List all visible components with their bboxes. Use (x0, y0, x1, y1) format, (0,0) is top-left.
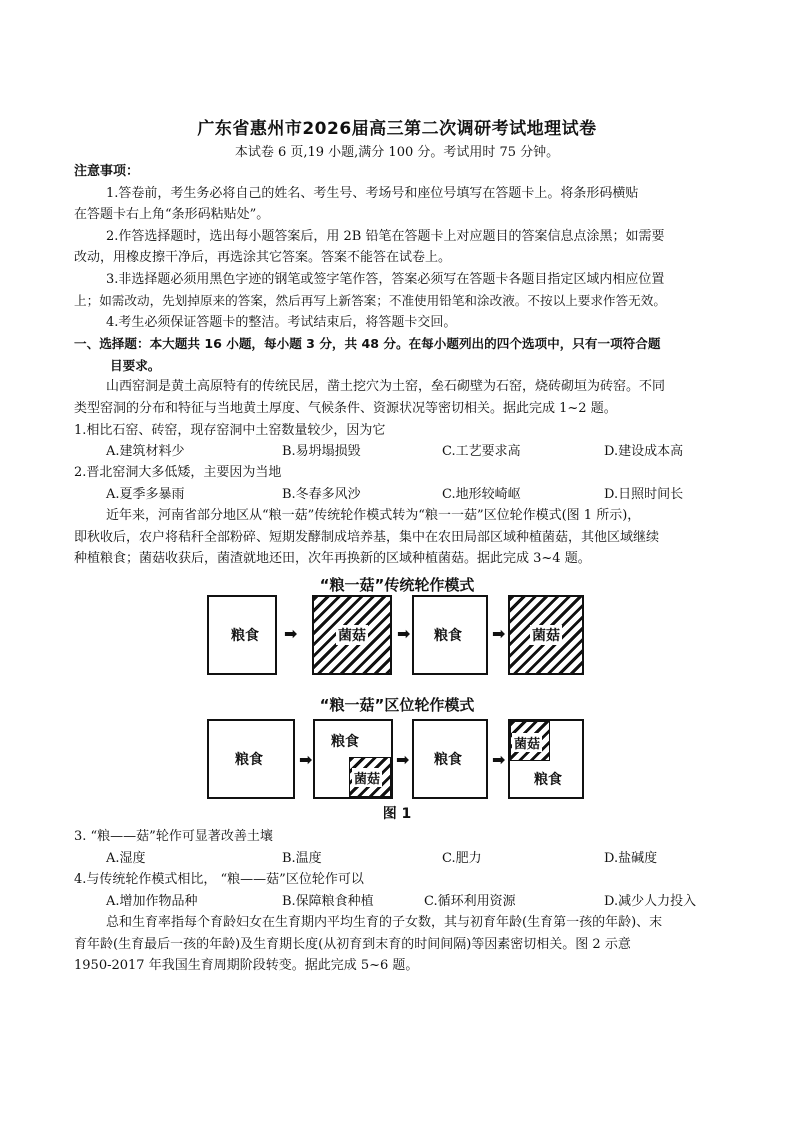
passage-text: 种植粮食；菌菇收获后，菌渣就地还田，次年再换新的区域种植菌菇。据此完成 3~4 题。 (74, 551, 591, 566)
option-a: A.增加作物品种 (106, 894, 198, 909)
notice-line: 改动，用橡皮擦干净后，再选涂其它答案。答案不能答在试卷上。 (74, 250, 452, 265)
page-title: 广东省惠州市2026届高三第二次调研考试地理试卷 (197, 119, 597, 139)
option-a: A.夏季多暴雨 (106, 487, 185, 502)
section-heading-cont: 目要求。 (110, 358, 161, 373)
notice-line: 在答题卡右上角“条形码粘贴处”。 (74, 207, 270, 222)
option-b: B.保障粮食种植 (282, 894, 374, 909)
option-c: C.循环利用资源 (424, 894, 516, 909)
question-stem: 4.与传统轮作模式相比， “粮——菇”区位轮作可以 (74, 872, 364, 887)
option-d: D.建设成本高 (604, 444, 684, 459)
arrow-icon: ➡ (397, 624, 411, 643)
notice-line: 上；如需改动，先划掉原来的答案，然后再写上新答案；不准使用铅笔和涂改液。不按以上要求作答无效。 (74, 293, 666, 308)
grain-block (508, 719, 584, 799)
question-stem: 2.晋北窑洞大多低矮，主要因为当地 (74, 465, 282, 480)
figure-traditional-title: “粮一菇”传统轮作模式 (319, 576, 475, 594)
option-c: C.地形较崎岖 (442, 487, 521, 502)
notice-line: 1.答卷前，考生务必将自己的姓名、考生号、考场号和座位号填写在答题卡上。将条形码横贴 (106, 186, 639, 201)
mushroom-plot (510, 721, 550, 761)
option-a: A.湿度 (106, 851, 146, 866)
question-stem: 3. “粮——菇”轮作可显著改善土壤 (74, 829, 273, 844)
arrow-icon: ➡ (396, 750, 410, 769)
passage-text: 山西窑洞是黄土高原特有的传统民居，凿土挖穴为土窑，垒石砌壁为石窑，烧砖砌垣为砖窑。不同 (106, 379, 666, 394)
mushroom-label: 菌菇 (336, 625, 368, 645)
notice-heading: 注意事项： (74, 164, 140, 179)
grain-label: 粮食 (432, 625, 464, 645)
arrow-icon: ➡ (492, 750, 506, 769)
option-c: C.肥力 (442, 851, 482, 866)
mushroom-plot (349, 757, 391, 797)
mushroom-label: 菌菇 (530, 625, 562, 645)
mushroom-label: 菌菇 (512, 733, 542, 752)
grain-label: 粮食 (532, 769, 564, 789)
arrow-icon: ➡ (492, 624, 506, 643)
mushroom-label: 菌菇 (352, 768, 382, 787)
passage-text: 1950-2017 年我国生育周期阶段转变。据此完成 5~6 题。 (74, 958, 419, 973)
grain-block (207, 595, 277, 675)
question-stem: 1.相比石窑、砖窑，现存窑洞中土窑数量较少，因为它 (74, 423, 386, 438)
passage-text: 类型窑洞的分布和特征与当地黄土厚度、气候条件、资源状况等密切相关。据此完成 1~2 题。 (74, 401, 617, 416)
grain-block (207, 719, 295, 799)
option-c: C.工艺要求高 (442, 444, 521, 459)
grain-label: 粮食 (233, 749, 265, 769)
grain-block (313, 719, 393, 799)
grain-label: 粮食 (229, 625, 261, 645)
section-heading: 一、选择题：本大题共 16 小题，每小题 3 分，共 48 分。在每小题列出的四个选项中，只有一项符合题 (74, 336, 661, 351)
notice-line: 2.作答选择题时，选出每小题答案后，用 2B 铅笔在答题卡上对应题目的答案信息点涂黑；如需要 (106, 229, 665, 244)
option-d: D.日照时间长 (604, 487, 684, 502)
option-d: D.盐碱度 (604, 851, 658, 866)
passage-text: 近年来，河南省部分地区从“粮一菇”传统轮作模式转为“粮一一菇”区位轮作模式(图 1 所示)， (106, 508, 641, 523)
passage-text: 育年龄(生育最后一孩的年龄)及生育期长度(从初育到末育的时间间隔)等因素密切相关。图 2 示意 (74, 937, 631, 952)
passage-text: 即秋收后，农户将秸秆全部粉碎、短期发酵制成培养基，集中在农田局部区域种植菌菇，其他区域继续 (74, 530, 660, 545)
arrow-icon: ➡ (299, 750, 313, 769)
option-a: A.建筑材料少 (106, 444, 185, 459)
grain-block (412, 595, 488, 675)
mushroom-block (312, 595, 392, 675)
notice-line: 3.非选择题必须用黑色字迹的钢笔或签字笔作答，答案必须写在答题卡各题目指定区域内相应位置 (106, 272, 665, 287)
grain-label: 粮食 (329, 731, 361, 751)
arrow-icon: ➡ (284, 624, 298, 643)
option-b: B.温度 (282, 851, 322, 866)
option-d: D.减少人力投入 (604, 894, 697, 909)
option-b: B.冬春多风沙 (282, 487, 361, 502)
mushroom-block (508, 595, 584, 675)
page-subtitle: 本试卷 6 页,19 小题,满分 100 分。考试用时 75 分钟。 (234, 145, 560, 160)
passage-text: 总和生育率指每个育龄妇女在生育期内平均生育的子女数，其与初育年龄(生育第一孩的年龄)、末 (106, 915, 663, 930)
figure-caption: 图 1 (382, 806, 412, 822)
figure-location-title: “粮一菇”区位轮作模式 (319, 696, 475, 714)
grain-block (412, 719, 488, 799)
option-b: B.易坍塌损毁 (282, 444, 361, 459)
notice-line: 4.考生必须保证答题卡的整洁。考试结束后，将答题卡交回。 (106, 315, 457, 330)
grain-label: 粮食 (432, 749, 464, 769)
